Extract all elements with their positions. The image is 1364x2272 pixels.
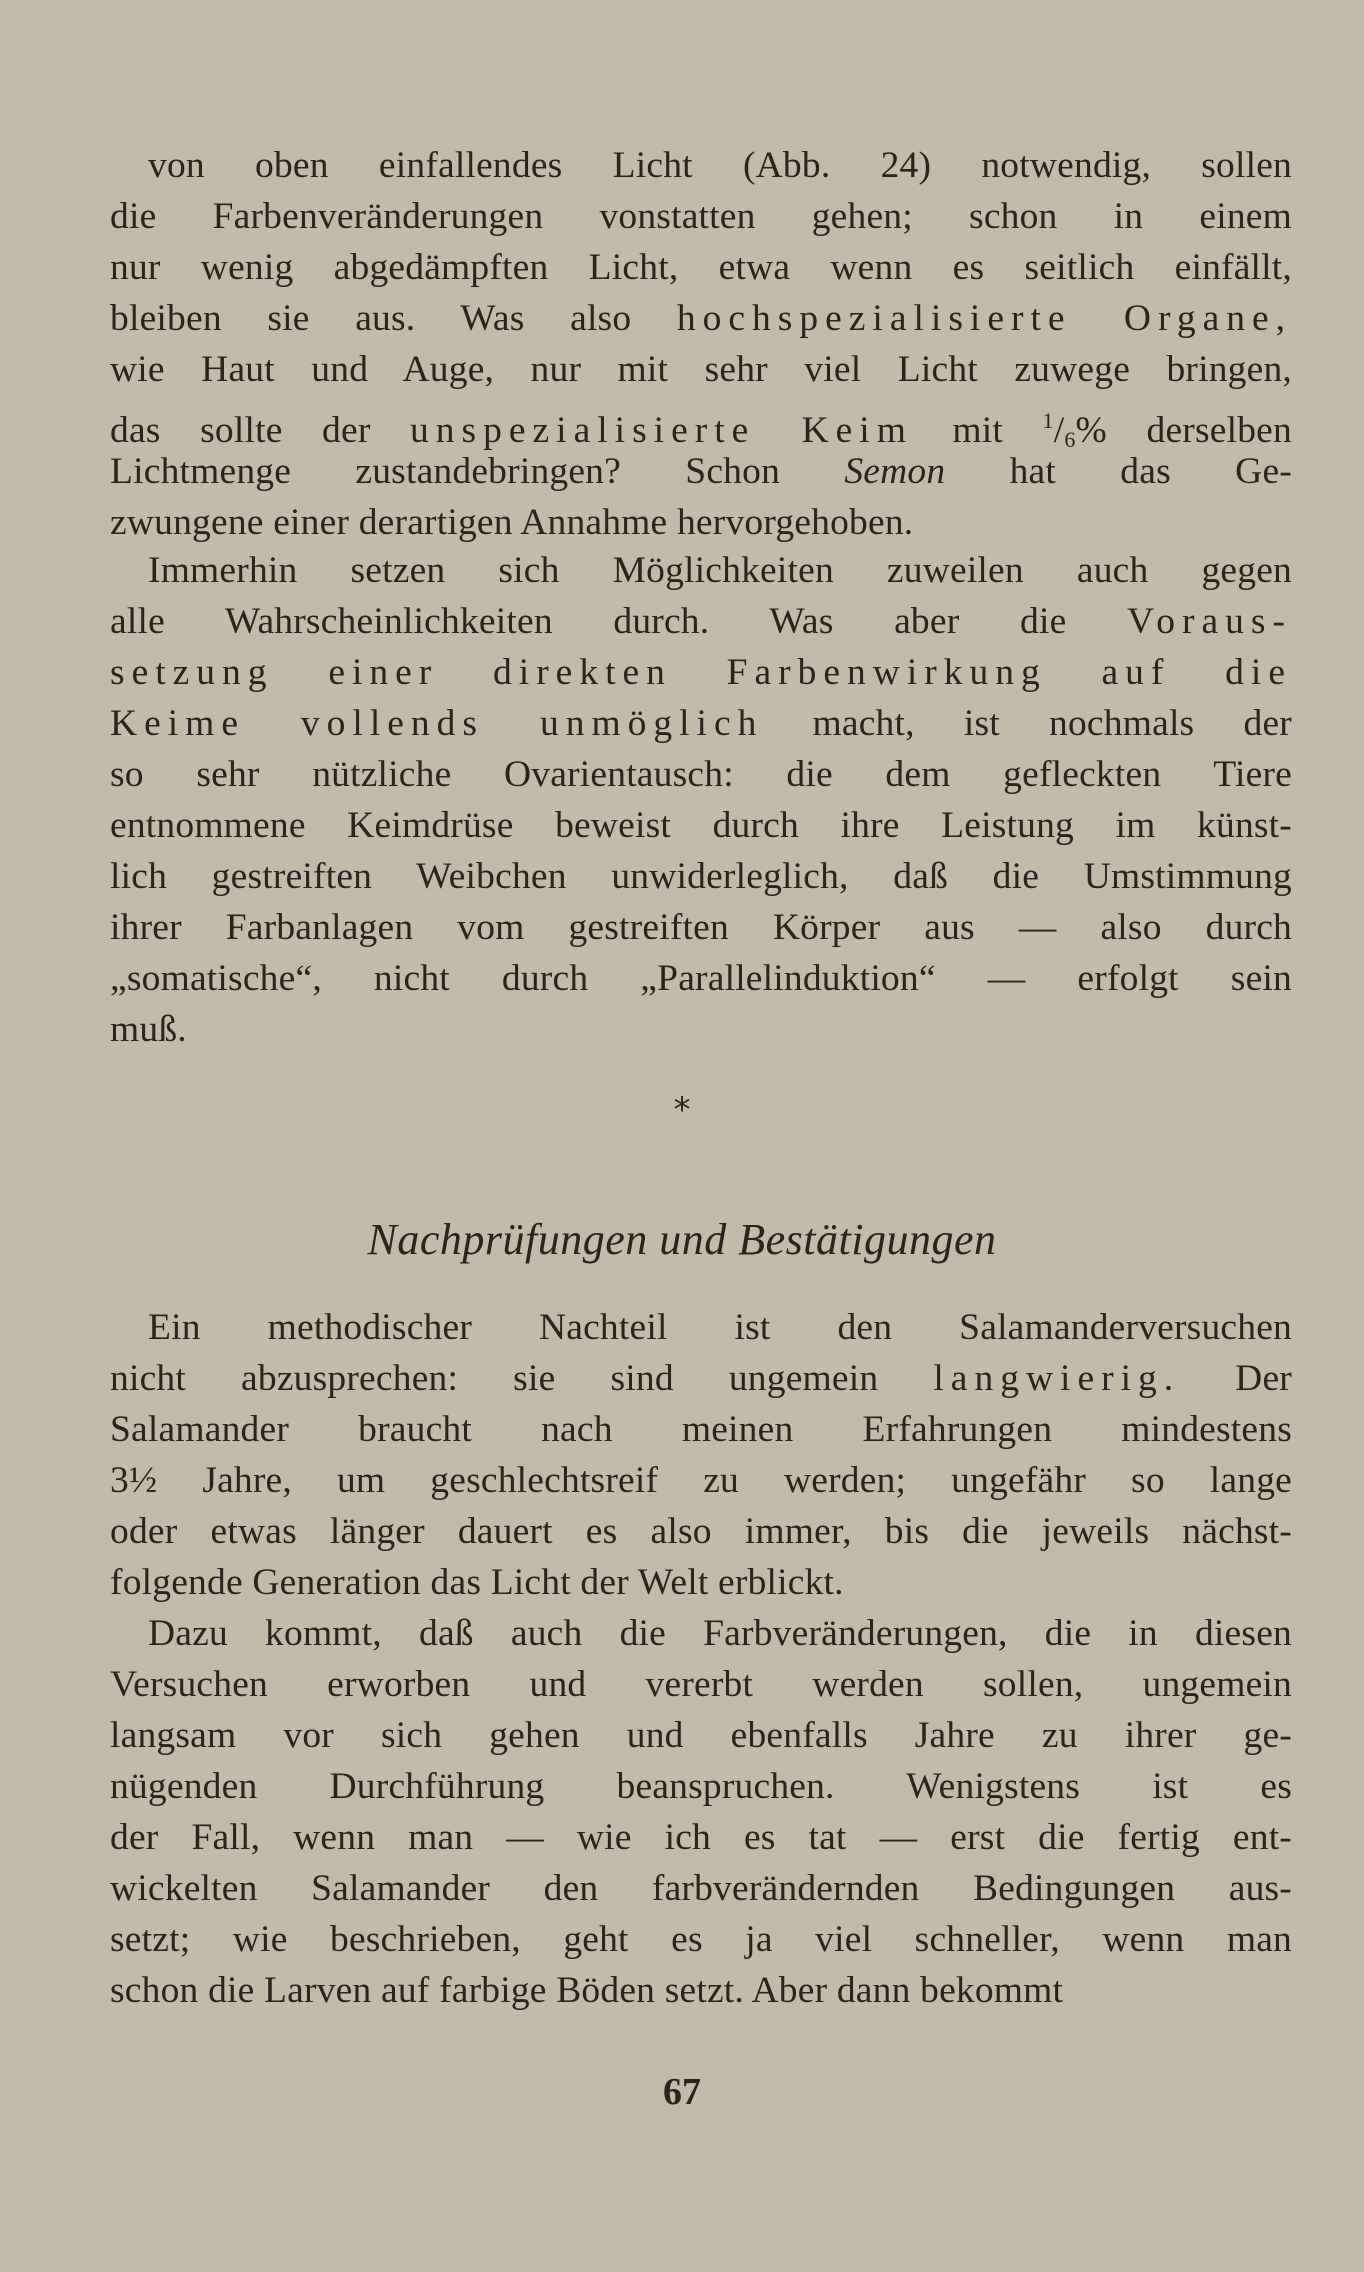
- text-segment: 6: [1064, 427, 1076, 452]
- text-segment: Keime vollends unmöglich: [110, 703, 764, 744]
- text-segment: nicht abzusprechen: sie sind ungemein: [110, 1358, 934, 1399]
- page-number: 67: [663, 2071, 701, 2113]
- text-segment: Salamander braucht nach meinen Erfahrungen mindestens: [110, 1409, 1292, 1450]
- text-segment: hochspezialisierte Organe,: [676, 298, 1292, 339]
- paragraph: [110, 140, 1292, 548]
- text-line: [110, 749, 1292, 800]
- text-line: [110, 1506, 1292, 1557]
- text-segment: wickelten Salamander den farbverändernden Bedingungen aus-: [110, 1868, 1292, 1909]
- text-segment: wie Haut und Auge, nur mit sehr viel Licht zuwege bringen,: [110, 349, 1292, 390]
- text-line: [110, 1608, 1292, 1659]
- paragraph: [110, 545, 1292, 1055]
- text-line: [110, 344, 1292, 395]
- section-separator: *: [673, 1090, 691, 1130]
- text-segment: ihrer Farbanlagen vom gestreiften Körper aus — also durch: [110, 907, 1292, 948]
- text-line: [110, 647, 1292, 698]
- text-segment: setzt; wie beschrieben, geht es ja viel schneller, wenn man: [110, 1919, 1292, 1960]
- text-segment: nügenden Durchführung beanspruchen. Wenigstens ist es: [110, 1766, 1292, 1807]
- text-line: [110, 1557, 1292, 1608]
- text-segment: Dazu kommt, daß auch die Farbveränderungen, die in diesen: [148, 1613, 1292, 1654]
- text-segment: unspezialisierte Keim: [410, 410, 913, 451]
- text-segment: der Fall, wenn man — wie ich es tat — erst die fertig ent-: [110, 1817, 1292, 1858]
- text-segment: Versuchen erworben und vererbt werden sollen, ungemein: [110, 1664, 1292, 1705]
- text-segment: schon die Larven auf farbige Böden setzt. Aber dann bekommt: [110, 1970, 1064, 2011]
- text-segment: macht, ist nochmals der: [763, 703, 1292, 744]
- text-segment: mit: [912, 410, 1043, 451]
- text-line: [110, 902, 1292, 953]
- text-line: [110, 953, 1292, 1004]
- paragraph: [110, 1302, 1292, 1608]
- text-line: [110, 1812, 1292, 1863]
- text-line: [110, 1710, 1292, 1761]
- text-segment: die Farbenveränderungen vonstatten gehen; schon in einem: [110, 196, 1292, 237]
- text-line: [110, 698, 1292, 749]
- text-segment: setzung einer direkten Farbenwirkung auf die: [110, 652, 1292, 693]
- text-segment: zwungene einer derartigen Annahme hervorgehoben.: [110, 502, 914, 543]
- text-line: [110, 1965, 1292, 2016]
- text-line: [110, 140, 1292, 191]
- text-line: [110, 596, 1292, 647]
- text-line: [110, 1004, 1292, 1055]
- text-line: [110, 395, 1292, 452]
- text-segment: Lichtmenge zustandebringen? Schon: [110, 451, 845, 492]
- text-segment: folgende Generation das Licht der Welt erblickt.: [110, 1562, 844, 1603]
- text-segment: hat das Ge-: [945, 451, 1292, 492]
- text-segment: Voraus-: [1127, 601, 1292, 642]
- text-segment: so sehr nützliche Ovarientausch: die dem gefleckten Tiere: [110, 754, 1292, 795]
- text-line: [110, 191, 1292, 242]
- section-heading: Nachprüfungen und Bestätigungen: [367, 1215, 997, 1264]
- text-line: [110, 1863, 1292, 1914]
- text-segment: Der: [1180, 1358, 1292, 1399]
- text-segment: lich gestreiften Weibchen unwiderleglich, daß die Umstimmung: [110, 856, 1292, 897]
- text-segment: langwierig.: [933, 1358, 1181, 1399]
- text-line: [110, 1353, 1292, 1404]
- text-segment: das sollte der: [110, 410, 411, 451]
- text-segment: alle Wahrscheinlichkeiten durch. Was aber die: [110, 601, 1128, 642]
- text-segment: /: [1053, 410, 1065, 451]
- text-line: [110, 242, 1292, 293]
- text-segment: Semon: [844, 451, 946, 492]
- text-segment: bleiben sie aus. Was also: [110, 298, 677, 339]
- text-line: [110, 497, 1292, 548]
- text-segment: langsam vor sich gehen und ebenfalls Jahre zu ihrer ge-: [110, 1715, 1292, 1756]
- text-line: [110, 545, 1292, 596]
- text-line: [110, 1404, 1292, 1455]
- text-segment: nur wenig abgedämpften Licht, etwa wenn es seitlich einfällt,: [110, 247, 1292, 288]
- text-segment: Immerhin setzen sich Möglichkeiten zuweilen auch gegen: [148, 550, 1292, 591]
- text-line: [110, 800, 1292, 851]
- text-segment: Ein methodischer Nachteil ist den Salamanderversuchen: [148, 1307, 1292, 1348]
- text-segment: entnommene Keimdrüse beweist durch ihre Leistung im künst-: [110, 805, 1292, 846]
- text-segment: von oben einfallendes Licht (Abb. 24) notwendig, sollen: [148, 145, 1292, 186]
- text-segment: 3½ Jahre, um geschlechtsreif zu werden; ungefähr so lange: [110, 1460, 1292, 1501]
- text-segment: 1: [1042, 408, 1054, 433]
- text-line: [110, 293, 1292, 344]
- text-segment: „somatische“, nicht durch „Parallelinduktion“ — erfolgt sein: [110, 958, 1292, 999]
- paragraph: [110, 1608, 1292, 2016]
- text-line: [110, 446, 1292, 497]
- text-line: [110, 1761, 1292, 1812]
- text-line: [110, 1659, 1292, 1710]
- text-line: [110, 1455, 1292, 1506]
- text-segment: % derselben: [1075, 410, 1292, 451]
- text-segment: muß.: [110, 1009, 187, 1050]
- text-line: [110, 851, 1292, 902]
- text-line: [110, 1302, 1292, 1353]
- text-line: [110, 1914, 1292, 1965]
- text-segment: oder etwas länger dauert es also immer, bis die jeweils nächst-: [110, 1511, 1292, 1552]
